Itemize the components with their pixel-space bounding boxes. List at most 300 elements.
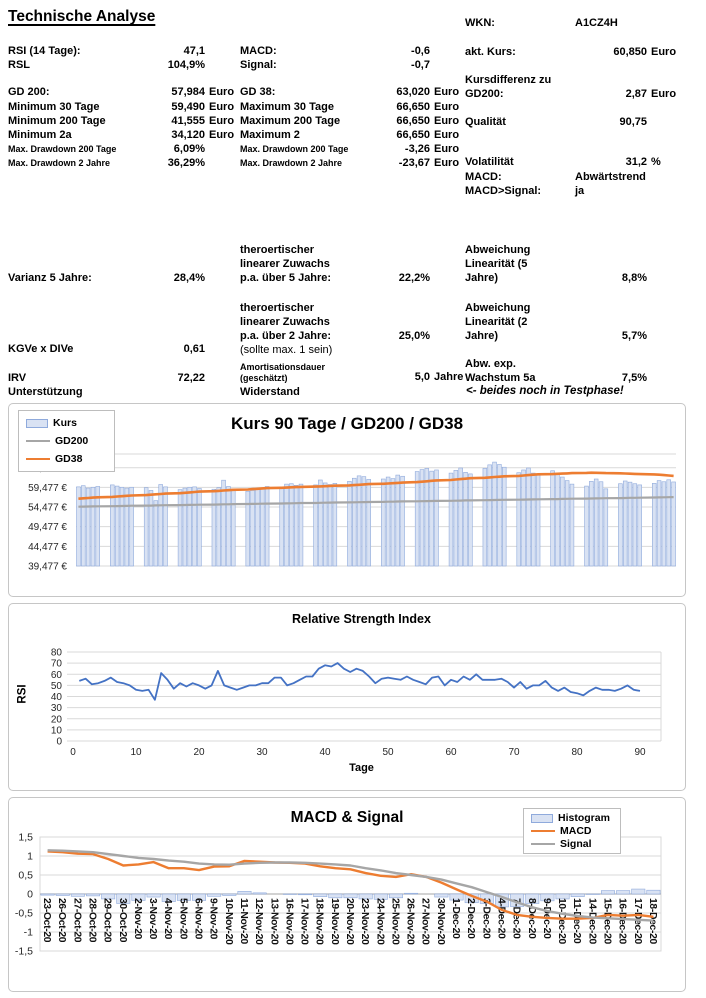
kurs-bar	[294, 485, 298, 566]
legend-label: Kurs	[53, 417, 77, 429]
y-tick-label: 20	[50, 714, 62, 726]
kurs-bar	[497, 464, 501, 566]
akt-kurs-unit: Euro	[651, 46, 677, 58]
zuwachs5-line1: theroertischer	[240, 244, 314, 256]
kurs-bar	[231, 489, 235, 566]
x-tick-label: 28-Oct-20	[86, 898, 98, 943]
x-tick-label: 50	[382, 747, 394, 758]
stat-unit: Euro	[209, 114, 235, 127]
x-tick-label: 11-Nov-20	[237, 898, 249, 944]
stat-row	[8, 45, 243, 59]
rsi-x-axis-label: Tage	[349, 762, 374, 774]
kursdiff-unit: Euro	[651, 88, 677, 100]
stat-row	[8, 157, 243, 171]
x-tick-label: 3-Dec-20	[480, 898, 492, 939]
kurs-bar	[667, 480, 671, 566]
zuwachs5-value: 22,2%	[398, 272, 430, 284]
y-tick-label: 59,477 €	[28, 482, 67, 494]
y-tick-label: -1,5	[14, 945, 33, 958]
kurs-bar	[149, 490, 153, 566]
zuwachs2-note: (sollte max. 1 sein)	[240, 344, 333, 356]
qualitaet-value: 90,75	[619, 116, 647, 128]
kgve-value: 0,61	[183, 343, 205, 355]
abw2-line2: Linearität (2	[465, 316, 528, 328]
stat-label: Maximum 200 Tage	[240, 114, 341, 127]
stat-row	[8, 86, 243, 100]
stat-label: Minimum 2a	[8, 128, 72, 141]
x-tick-label: 16-Nov-20	[283, 898, 295, 945]
stat-row	[240, 115, 465, 129]
kurs-bar	[144, 488, 148, 566]
x-tick-label: 14-Dec-20	[586, 898, 598, 944]
kurs-bar	[536, 474, 540, 566]
x-tick-label: 5-Nov-20	[177, 898, 189, 940]
kurs-bar	[565, 481, 569, 566]
y-tick-label: 80	[50, 647, 62, 659]
legend-item-signal	[531, 838, 613, 850]
x-tick-label: 18-Nov-20	[313, 898, 325, 945]
y-tick-label: 1,5	[18, 831, 33, 844]
y-tick-label: 50	[50, 680, 62, 692]
stat-value: 47,1	[183, 45, 205, 57]
abw5-value: 8,8%	[621, 272, 647, 284]
rsi-y-axis-label: RSI	[16, 684, 29, 704]
x-tick-label: 26-Nov-20	[404, 898, 416, 945]
kurs-bar	[362, 477, 366, 566]
kurs-bar	[551, 471, 555, 566]
x-tick-label: 8-Dec-20	[525, 898, 537, 939]
kurs-bar	[420, 470, 424, 566]
x-tick-label: 27-Nov-20	[419, 898, 431, 945]
y-tick-label: 0,5	[18, 869, 33, 882]
y-tick-label: 0	[56, 736, 62, 748]
abwexp-line2: Wachstum 5a	[465, 372, 536, 384]
x-tick-label: 12-Nov-20	[253, 898, 265, 945]
kurs-bar	[454, 470, 458, 566]
x-tick-label: 2-Nov-20	[131, 898, 143, 940]
stat-value: 63,020	[396, 86, 430, 99]
stat-label: RSI (14 Tage):	[8, 45, 81, 57]
amort-value: 5,0	[414, 371, 430, 383]
y-tick-label: -0,5	[14, 907, 33, 920]
x-tick-label: 2-Dec-20	[465, 898, 477, 939]
kurs-bar	[285, 484, 289, 566]
x-tick-label: 3-Nov-20	[147, 898, 159, 940]
macd-chart-legend	[523, 808, 621, 854]
akt-kurs-label: akt. Kurs:	[465, 46, 516, 58]
stat-spacer	[8, 73, 243, 86]
rsi-chart-title: Relative Strength Index	[292, 612, 431, 626]
stat-label: MACD:	[240, 45, 277, 57]
qualitaet-label: Qualität	[465, 116, 506, 128]
kursdiff-label-1: Kursdifferenz zu	[465, 74, 552, 86]
kurs-bar	[289, 484, 293, 566]
x-tick-label: 10	[130, 747, 142, 758]
zuwachs5-line3: p.a. über 5 Jahre:	[240, 272, 332, 284]
histogram-bar	[435, 894, 448, 897]
stat-value: -23,67	[398, 157, 430, 170]
x-tick-label: 9-Nov-20	[207, 898, 219, 940]
stat-unit: Euro	[434, 143, 460, 156]
stat-row	[240, 86, 465, 100]
amort-unit: Jahre	[434, 371, 464, 383]
kurs-bar	[391, 479, 395, 566]
kurs-bar	[381, 479, 385, 566]
legend-item-gd38	[26, 453, 107, 465]
kurs-bar	[256, 490, 260, 566]
x-tick-label: 29-Oct-20	[101, 898, 113, 943]
rsi-line	[79, 663, 640, 700]
macd-trend-label: MACD:	[465, 171, 502, 183]
x-tick-label: 7-Dec-20	[510, 898, 522, 939]
legend-label: MACD	[560, 824, 592, 837]
kurs-bar	[159, 485, 163, 566]
histogram-bar	[147, 894, 160, 897]
y-tick-label: 40	[50, 692, 62, 703]
y-tick-label: 0	[27, 888, 33, 901]
kurs-bar	[251, 490, 255, 566]
kurs-bar	[328, 485, 332, 566]
x-tick-label: 11-Dec-20	[571, 898, 583, 944]
abwexp-line1: Abw. exp.	[465, 358, 516, 370]
x-tick-label: 4-Dec-20	[495, 898, 507, 939]
stat-label: RSL	[8, 59, 30, 72]
kurs-bar	[531, 473, 535, 566]
histogram-bar	[647, 890, 660, 894]
x-tick-label: 30	[256, 747, 268, 758]
kurs-bar	[212, 489, 216, 566]
kgve-label: KGVe x DIVe	[8, 343, 74, 355]
kurs-bar	[657, 481, 661, 566]
stat-value: 57,984	[171, 86, 205, 99]
legend-item-histogram	[531, 812, 613, 824]
widerstand-label: Widerstand	[240, 386, 300, 398]
abw2-value: 5,7%	[621, 330, 647, 342]
x-tick-label: 23-Oct-20	[41, 898, 53, 943]
kurs-bar	[599, 482, 603, 566]
testphase-note: <- beides noch in Testphase!	[466, 385, 624, 397]
x-tick-label: 90	[634, 747, 646, 758]
stat-row	[8, 59, 243, 73]
stat-row	[240, 45, 465, 59]
x-tick-label: 27-Oct-20	[71, 898, 83, 943]
stat-unit: Euro	[434, 157, 460, 170]
x-tick-label: 26-Oct-20	[56, 898, 68, 943]
volatilitaet-unit: %	[651, 156, 661, 168]
x-tick-label: 15-Dec-20	[601, 898, 613, 944]
stat-value: 104,9%	[167, 59, 205, 72]
stat-value: 66,650	[396, 128, 430, 141]
kurs-bar	[280, 487, 284, 566]
stat-unit: Euro	[209, 128, 235, 141]
kurs-bar	[367, 479, 371, 566]
kurs-bar	[323, 483, 327, 566]
stat-label: Maximum 2	[240, 128, 300, 141]
histogram-bar	[41, 894, 54, 895]
macd-chart	[8, 797, 686, 992]
y-tick-label: 49,477 €	[28, 522, 67, 534]
zuwachs2-line2: linearer Zuwachs	[240, 316, 330, 328]
rsi-chart	[8, 603, 686, 791]
kurs-bar	[468, 474, 472, 566]
abw5-line3: Jahre)	[465, 272, 499, 284]
x-tick-label: 18-Dec-20	[646, 898, 658, 944]
kurs-bar	[115, 486, 119, 566]
stat-value: 59,490	[171, 100, 205, 113]
abwexp-value: 7,5%	[621, 372, 647, 384]
kurs-swatch-icon	[26, 419, 48, 428]
kurs-bar	[265, 486, 269, 566]
stat-row	[240, 59, 465, 73]
kurs-bar	[483, 468, 487, 566]
x-tick-label: 9-Dec-20	[540, 898, 552, 939]
stat-label: Minimum 200 Tage	[8, 114, 106, 127]
stat-value: 36,29%	[167, 157, 205, 170]
kurs-bar	[188, 487, 192, 566]
stat-unit: Euro	[209, 100, 235, 113]
kurs-bar	[652, 483, 656, 566]
stats-column-middle	[240, 45, 465, 172]
y-tick-label: 10	[50, 725, 62, 737]
kurs-bar	[130, 487, 134, 566]
kursdiff-label-2: GD200:	[465, 88, 504, 100]
histogram-bar	[314, 894, 327, 897]
histogram-bar	[616, 891, 629, 894]
kurs-bar	[197, 488, 201, 566]
kurs-bars	[77, 462, 676, 566]
abw5-line2: Linearität (5	[465, 258, 528, 270]
abw5-line1: Abweichung	[465, 244, 531, 256]
stat-value: -0,6	[411, 45, 430, 57]
y-tick-label: 54,477 €	[28, 502, 67, 514]
stat-unit: Euro	[434, 128, 460, 141]
kurs-bar	[449, 473, 453, 566]
kurs-bar	[464, 472, 468, 566]
y-tick-label: 70	[50, 658, 62, 670]
kurs-bar	[425, 468, 429, 566]
kurs-bar	[193, 487, 197, 566]
y-tick-label: 1	[27, 850, 33, 863]
kurs-bar	[86, 488, 90, 566]
zuwachs2-line1: theroertischer	[240, 302, 314, 314]
kurs-bar	[386, 477, 390, 566]
kurs-bar	[396, 475, 400, 566]
macd-signal-label: MACD>Signal:	[465, 185, 542, 197]
stat-value: 66,650	[396, 114, 430, 127]
stat-row	[240, 143, 465, 157]
stat-row	[8, 115, 243, 129]
stat-row	[240, 129, 465, 143]
stat-row	[8, 101, 243, 115]
legend-label: Histogram	[558, 812, 610, 825]
x-tick-label: 13-Nov-20	[268, 898, 280, 945]
kurs-chart	[8, 403, 686, 597]
x-tick-label: 16-Dec-20	[616, 898, 628, 944]
kurs-bar	[260, 489, 264, 566]
kurs-bar	[401, 476, 405, 566]
histogram-bar	[632, 889, 645, 894]
x-tick-label: 30-Oct-20	[116, 898, 128, 943]
kurs-bar	[527, 468, 531, 566]
x-tick-label: 6-Nov-20	[192, 898, 204, 940]
x-tick-label: 10-Nov-20	[222, 898, 234, 945]
kurs-bar	[164, 487, 168, 566]
amort-line2: (geschätzt)	[240, 373, 288, 383]
kurs-bar	[522, 470, 526, 566]
macd-swatch-icon	[531, 830, 555, 832]
wkn-value: A1CZ4H	[575, 17, 618, 29]
stat-spacer	[240, 73, 465, 86]
histogram-bar	[253, 893, 266, 894]
kurs-bar	[628, 482, 632, 566]
x-tick-label: 20	[193, 747, 205, 758]
amort-line1: Amortisationsdauer	[240, 362, 326, 372]
stat-value: 34,120	[171, 128, 205, 141]
histogram-bar	[223, 894, 236, 896]
x-tick-label: 25-Nov-20	[389, 898, 401, 945]
stat-label: Max. Drawdown 2 Jahre	[8, 158, 111, 169]
volatilitaet-label: Volatilität	[465, 156, 514, 168]
x-tick-label: 19-Nov-20	[328, 898, 340, 945]
macd-chart-title: MACD & Signal	[290, 809, 404, 826]
legend-label: GD200	[55, 435, 89, 447]
kurs-bar	[125, 488, 129, 566]
stat-unit: Euro	[434, 114, 460, 127]
legend-item-gd200	[26, 435, 107, 447]
kurs-bar	[662, 482, 666, 566]
kurs-bar	[517, 473, 521, 566]
kurs-bar	[459, 468, 463, 566]
kurs-bar	[589, 481, 593, 566]
stat-value: -0,7	[411, 59, 430, 72]
stat-value: 6,09%	[173, 143, 205, 156]
gd38-swatch-icon	[26, 458, 50, 460]
histogram-bar	[298, 894, 311, 895]
stat-row	[8, 129, 243, 143]
histogram-bar	[571, 894, 584, 897]
unterstuetzung-label: Unterstützung	[8, 386, 83, 398]
y-tick-label: -1	[23, 926, 33, 939]
y-tick-label: 30	[50, 703, 62, 715]
macd-signal-value: ja	[575, 185, 585, 197]
stat-unit: Euro	[434, 100, 460, 113]
x-tick-label: 24-Nov-20	[374, 898, 386, 945]
kurs-bar	[672, 482, 676, 566]
kurs-chart-legend	[18, 410, 115, 472]
kurs-bar	[570, 484, 574, 566]
page-title: Technische Analyse	[8, 8, 156, 25]
x-tick-label: 23-Nov-20	[359, 898, 371, 945]
stat-label: GD 38:	[240, 86, 276, 99]
y-tick-label: 39,477 €	[28, 561, 67, 573]
x-tick-label: 30-Nov-20	[434, 898, 446, 945]
stat-label: Minimum 30 Tage	[8, 100, 100, 113]
date-labels	[41, 898, 658, 945]
x-tick-label: 60	[445, 747, 457, 758]
stat-label: GD 200:	[8, 86, 50, 99]
kurs-bar	[347, 481, 351, 566]
stat-value: 41,555	[171, 114, 205, 127]
kurs-bar	[183, 488, 187, 566]
kurs-bar	[357, 476, 361, 566]
kurs-bar	[560, 477, 564, 566]
kurs-bar	[178, 490, 182, 566]
kurs-bar	[227, 486, 231, 566]
histogram-swatch-icon	[531, 814, 553, 823]
histogram-bar	[71, 894, 84, 896]
y-tick-label: 44,477 €	[28, 541, 67, 553]
zuwachs2-value: 25,0%	[398, 330, 430, 342]
kurs-bar	[430, 471, 434, 566]
signal-swatch-icon	[531, 843, 555, 845]
wkn-label: WKN:	[465, 17, 495, 29]
kurs-bar	[299, 484, 303, 566]
x-tick-label: 4-Nov-20	[162, 898, 174, 940]
x-tick-label: 17-Nov-20	[298, 898, 310, 945]
kurs-bar	[556, 473, 560, 566]
kurs-bar	[318, 480, 322, 566]
histogram-bar	[56, 894, 69, 896]
zuwachs5-line2: linearer Zuwachs	[240, 258, 330, 270]
stat-row	[240, 101, 465, 115]
x-tick-label: 0	[70, 747, 76, 758]
kurs-bar	[633, 484, 637, 566]
abw2-line1: Abweichung	[465, 302, 531, 314]
x-tick-label: 1-Dec-20	[450, 898, 462, 939]
kurs-bar	[623, 481, 627, 566]
stat-label: Maximum 30 Tage	[240, 100, 334, 113]
legend-label: Signal	[560, 837, 592, 850]
kurs-bar	[222, 480, 226, 566]
legend-label: GD38	[55, 453, 83, 465]
akt-kurs-value: 60,850	[613, 46, 647, 58]
stat-label: Signal:	[240, 59, 277, 72]
histogram-bar	[238, 891, 251, 894]
varianz-label: Varianz 5 Jahre:	[8, 272, 92, 284]
kurs-bar	[246, 491, 250, 566]
kursdiff-value: 2,87	[625, 88, 647, 100]
histogram-bar	[404, 893, 417, 894]
histogram-bar	[208, 894, 221, 896]
stat-label: Max. Drawdown 200 Tage	[240, 144, 349, 155]
stat-row	[8, 143, 243, 157]
legend-item-macd	[531, 825, 613, 837]
irv-value: 72,22	[177, 372, 205, 384]
stat-label: Max. Drawdown 2 Jahre	[240, 158, 343, 169]
legend-item-kurs	[26, 417, 107, 429]
kurs-bar	[488, 465, 492, 566]
y-tick-label: 60	[50, 669, 62, 681]
stat-row	[240, 157, 465, 171]
x-tick-label: 17-Dec-20	[631, 898, 643, 944]
kurs-bar	[435, 470, 439, 566]
varianz-value: 28,4%	[173, 272, 205, 284]
kurs-bar	[594, 479, 598, 566]
macd-trend-value: Abwärtstrend	[575, 171, 646, 183]
x-tick-label: 70	[508, 747, 520, 758]
x-tick-label: 80	[571, 747, 583, 758]
kurs-bar	[91, 487, 95, 566]
zuwachs2-line3: p.a. über 2 Jahre:	[240, 330, 332, 342]
irv-label: IRV	[8, 372, 27, 384]
histogram-bar	[601, 891, 614, 894]
stat-label: Max. Drawdown 200 Tage	[8, 144, 117, 155]
x-tick-label: 40	[319, 747, 331, 758]
kurs-bar	[415, 472, 419, 566]
kurs-bar	[618, 484, 622, 566]
kurs-bar	[604, 489, 608, 566]
stats-column-left	[8, 45, 243, 172]
